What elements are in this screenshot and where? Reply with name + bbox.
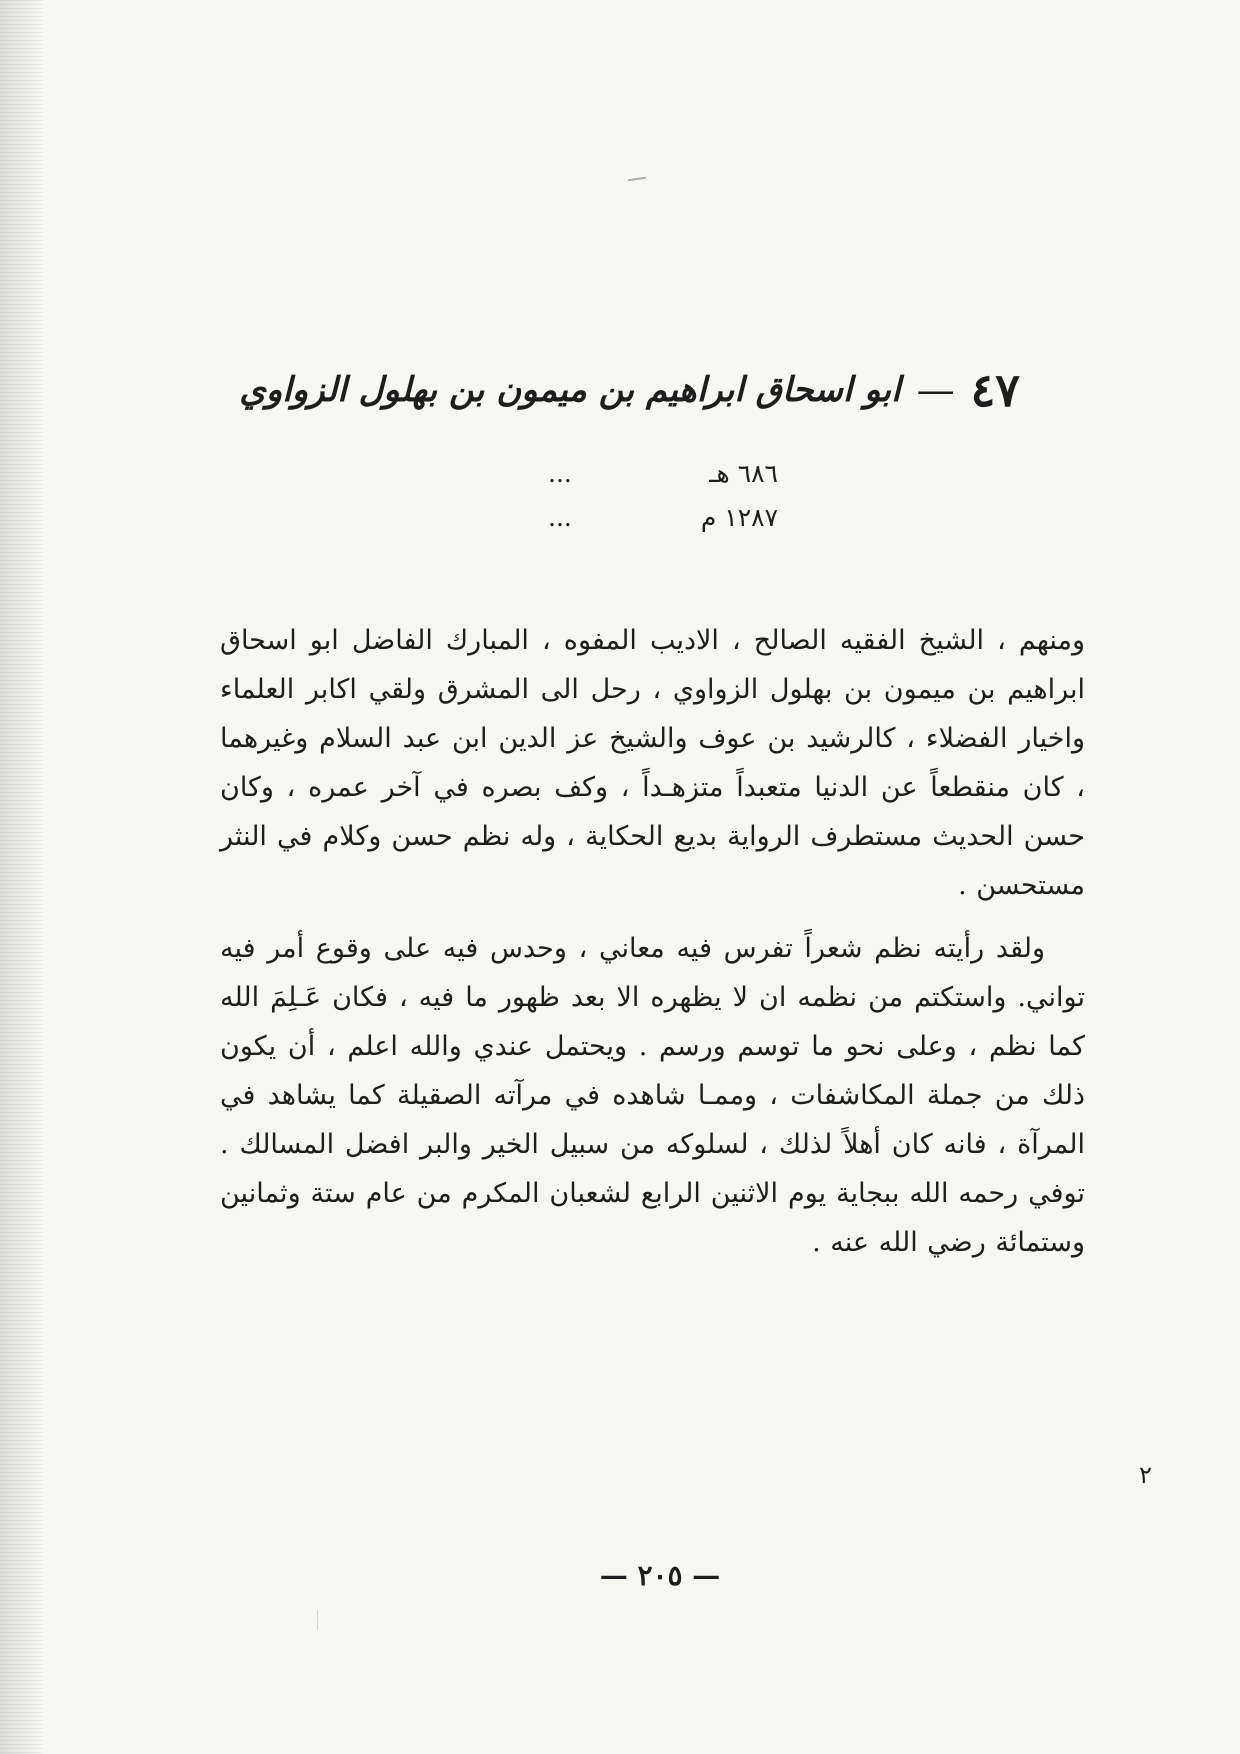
biography-paragraph-2: ولقد رأيته نظم شعراً تفرس فيه معاني ، وحدس فيه على وقوع أمر فيه تواني. واستكتم من نظمه ان لا يظهره الا بعد ظهور ما فيه ، فكان عَـلِمَ الله كما نظم ، وعلى نحو ما توسم ورسم . ويحتمل عندي والله اعلم ، أن يكون ذلك من جملة المكاشفات ، وممـا شاهده في مرآته الصقيلة كما يشاهد في المرآة ، فانه كان أهلاً لذلك ، لسلوكه من سبيل الخير والبر افضل المسالك . توفي رحمه الله ببجاية يوم الاثنين الرابع لشعبان المكرم من عام ستة وثمانين وستمائة رضي الله عنه . [220,933,1085,1258]
gregorian-date-row [548,496,778,540]
gregorian-date: ١٢٨٧ م [700,503,778,532]
hijri-date-row [548,452,778,496]
hijri-date-ellipsis: ... [548,459,572,488]
entry-dates [548,452,778,552]
gregorian-date-ellipsis: ... [548,503,572,532]
heading-dash: — [916,368,955,412]
scan-edge-shadow [0,0,42,1754]
scan-smudge [317,1610,318,1630]
hijri-date: ٦٨٦ هـ [709,459,778,488]
page-number: — ٢٠٥ — [599,1559,721,1592]
biography-text [220,616,1085,1256]
margin-mark: ٢ [1139,1461,1152,1489]
entry-name: ابو اسحاق ابراهيم بن ميمون بن بهلول الزواوي [239,370,901,410]
entry-heading [239,358,1020,422]
entry-number: ٤٧ [970,363,1020,417]
biography-paragraph-1: ومنهم ، الشيخ الفقيه الصالح ، الاديب المفوه ، المبارك الفاضل ابو اسحاق ابراهيم بن ميمون بن بهلول الزواوي ، رحل الى المشرق ولقي اكابر العلماء واخيار الفضلاء ، كالرشيد بن عوف والشيخ عز الدين ابن عبد السلام وغيرهما ، كان منقطعاً عن الدنيا متعبداً متزهـداً ، وكف بصره في آخر عمره ، وكان حسن الحديث مستطرف الرواية بديع الحكاية ، وله نظم حسن وكلام في النثر مستحسن . [220,625,1085,901]
scan-mark [628,177,646,181]
